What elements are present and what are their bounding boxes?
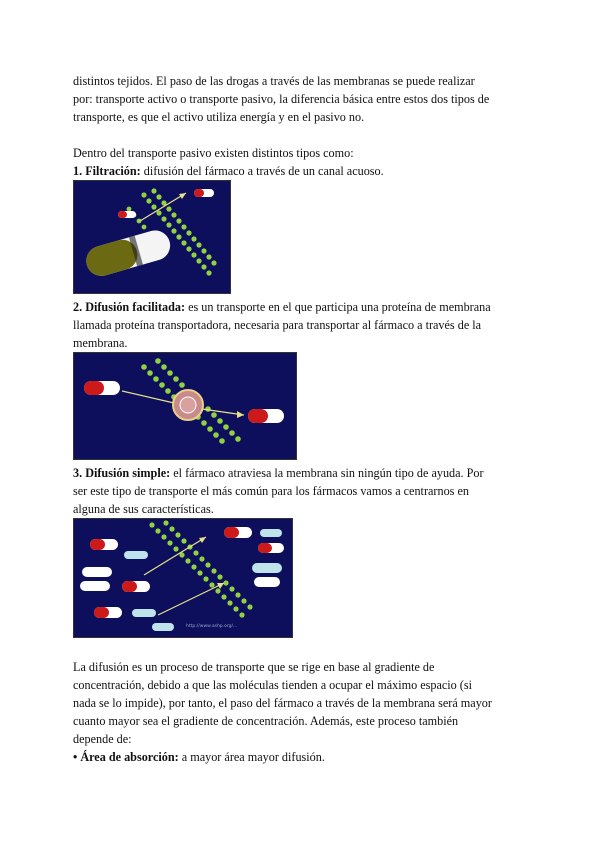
figure-difusion-facilitada bbox=[73, 352, 297, 460]
diffusion-paragraph bbox=[73, 658, 533, 766]
figure-filtracion bbox=[73, 180, 231, 294]
figure-caption: http://www.ashp.org/... bbox=[186, 624, 238, 629]
filtration-diagram bbox=[74, 181, 230, 293]
item-text: alguna de sus características. bbox=[73, 502, 214, 516]
intro-line: transporte, es que el activo utiliza energía y en el pasivo no. bbox=[73, 110, 365, 124]
diffusion-line: concentración, debido a que las moléculas tienden a ocupar el máximo espacio (si bbox=[73, 678, 472, 692]
bullet-area-absorcion bbox=[73, 748, 533, 766]
item-title: 3. Difusión simple: bbox=[73, 466, 171, 480]
item-title: 1. Filtración: bbox=[73, 164, 141, 178]
item-filtracion bbox=[73, 162, 533, 180]
bullet-label: • Área de absorción: bbox=[73, 750, 179, 764]
facilitated-diffusion-diagram bbox=[74, 353, 296, 459]
diffusion-line: depende de: bbox=[73, 732, 132, 746]
item-difusion-facilitada bbox=[73, 298, 533, 352]
intro-line: distintos tejidos. El paso de las drogas a través de las membranas se puede realizar bbox=[73, 74, 475, 88]
bullet-text: a mayor área mayor difusión. bbox=[181, 750, 325, 764]
item-text: el fármaco atraviesa la membrana sin ningún tipo de ayuda. Por bbox=[173, 466, 484, 480]
item-text: difusión del fármaco a través de un canal acuoso. bbox=[143, 164, 384, 178]
item-text: llamada proteína transportadora, necesaria para transportar al fármaco a través de la bbox=[73, 318, 482, 332]
diffusion-line: cuanto mayor sea el gradiente de concentración. Además, este proceso también bbox=[73, 714, 459, 728]
passive-intro: Dentro del transporte pasivo existen distintos tipos como: bbox=[73, 146, 354, 160]
intro-line: por: transporte activo o transporte pasivo, la diferencia básica entre estos dos tipos de bbox=[73, 92, 490, 106]
diffusion-line: La difusión es un proceso de transporte que se rige en base al gradiente de bbox=[73, 660, 435, 674]
item-text: membrana. bbox=[73, 336, 128, 350]
item-title: 2. Difusión facilitada: bbox=[73, 300, 186, 314]
item-text: ser este tipo de transporte el más común para los fármacos vamos a centrarnos en bbox=[73, 484, 469, 498]
simple-diffusion-diagram bbox=[74, 519, 292, 637]
intro-paragraph bbox=[73, 72, 533, 126]
diffusion-line: nada se lo impide), por tanto, el paso del fármaco a través de la membrana será mayor bbox=[73, 696, 492, 710]
figure-difusion-simple bbox=[73, 518, 293, 638]
item-text: es un transporte en el que participa una proteína de membrana bbox=[188, 300, 491, 314]
item-difusion-simple bbox=[73, 464, 533, 518]
